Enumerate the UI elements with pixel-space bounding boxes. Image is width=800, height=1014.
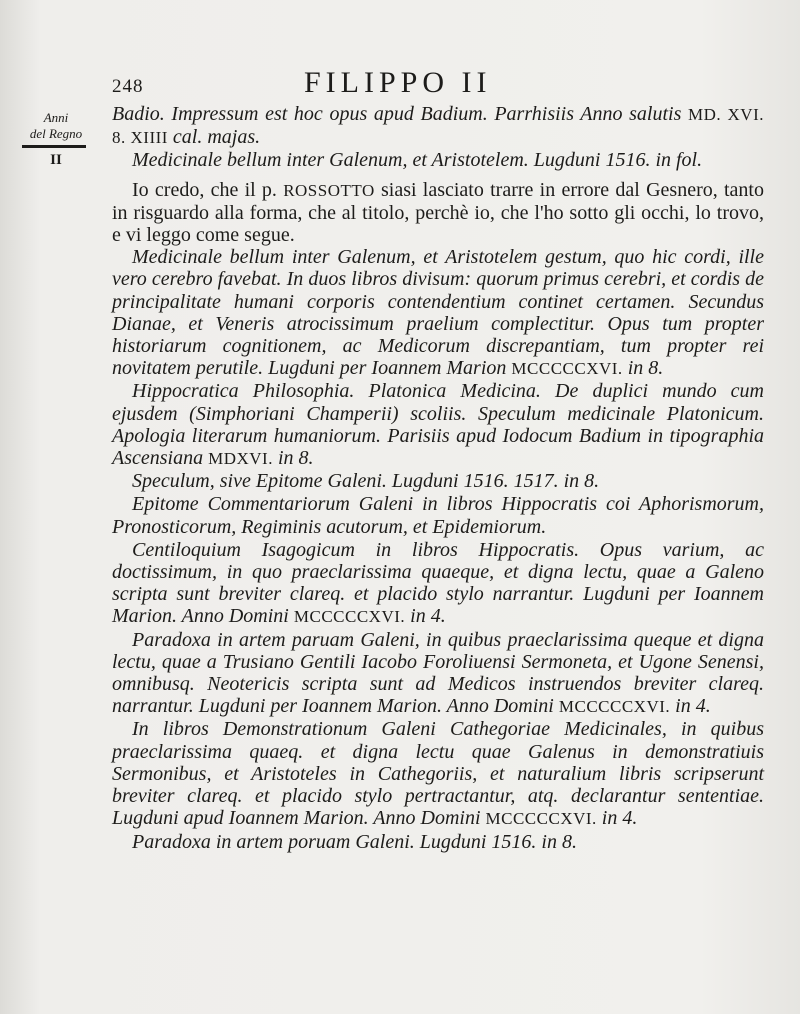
regnal-year: II xyxy=(50,152,62,168)
margin-note-line1: Anni xyxy=(43,110,69,125)
entry-paragraph: Medicinale bellum inter Galenum, et Aristotelem gestum, quo hic cordi, ille vero cerebro favebat. In duos libros divisum: quorum primus cerebri, et cordis de principalitate humani corporis contendentium continet certamen. Secundus Dianae, et Veneris atrocissimum praelium complectitur. Opus tum propter historiarum cognitionem, ac Medicorum discrepantiam, tum propter rei novitatem perutile. Lugduni per Ioannem Marion MCCCCCXVI. in 8. xyxy=(112,246,764,380)
entry-paragraph: Badio. Impressum est hoc opus apud Badium. Parrhisiis Anno salutis MD. XVI. 8. XIIII cal. majas. xyxy=(112,103,764,149)
entry-paragraph: Hippocratica Philosophia. Platonica Medicina. De duplici mundo cum ejusdem (Simphoriani Champerii) scoliis. Speculum medicinale Platonicum. Apologia literarum humaniorum. Parisiis apud Iodocum Badium in tipographia Ascensiana MDXVI. in 8. xyxy=(112,380,764,470)
entry-paragraph: In libros Demonstrationum Galeni Cathegoriae Medicinales, in quibus praeclarissima quaeq. et digna lectu quae Galenus in demonstratiuis Sermonibus, et Aristoteles in Cathegoriis, et naturalium libris scripserunt breviter clareq. et placido stylo pertractantur, atq. declarantur sententiae. Lugduni apud Ioannem Marion. Anno Domini MCCCCCXVI. in 4. xyxy=(112,718,764,830)
entry-paragraph: Medicinale bellum inter Galenum, et Aristotelem. Lugduni 1516. in fol. xyxy=(132,149,703,172)
running-title: FILIPPO II xyxy=(304,66,492,99)
entry-paragraph: Centiloquium Isagogicum in libros Hippocratis. Opus varium, ac doctissimum, in quo praeclarissima quaeque, et digna lectu, quae a Galeno scripta sunt breviter clareq. et placido stylo narrantur. Lugduni per Ioannem Marion. Anno Domini MCCCCCXVI. in 4. xyxy=(112,538,764,628)
entry-paragraph: Paradoxa in artem poruam Galeni. Lugduni 1516. in 8. xyxy=(132,830,577,853)
entry-paragraph: Epitome Commentariorum Galeni in libros Hippocratis coi Aphorismorum, Pronosticorum, Regiminis acutorum, et Epidemiorum. xyxy=(112,493,764,538)
page-header xyxy=(112,66,772,100)
margin-rule xyxy=(22,145,86,148)
commentary-paragraph: Io credo, che il p. ROSSOTTO siasi lasciato trarre in errore dal Gesnero, tanto in risguardo alla forma, che al titolo, perchè io, che l'ho sotto gli occhi, lo trovo, e vi leggo come segue. xyxy=(112,178,764,247)
entry-paragraph: Paradoxa in artem paruam Galeni, in quibus praeclarissima queque et digna lectu, quae a Trusiano Gentili Iacobo Foroliuensi Sermoneta, et Ugone Senensi, omnibusq. Neotericis scripta sunt ad Medicos instruendos breviter clareq. narrantur. Lugduni per Ioannem Marion. Anno Domini MCCCCCXVI. in 4. xyxy=(112,628,764,718)
entry-paragraph: Speculum, sive Epitome Galeni. Lugduni 1516. 1517. in 8. xyxy=(132,470,600,493)
page-number: 248 xyxy=(112,76,144,97)
margin-note xyxy=(14,110,98,168)
margin-note-line2: del Regno xyxy=(29,126,83,141)
body-text xyxy=(112,103,764,854)
